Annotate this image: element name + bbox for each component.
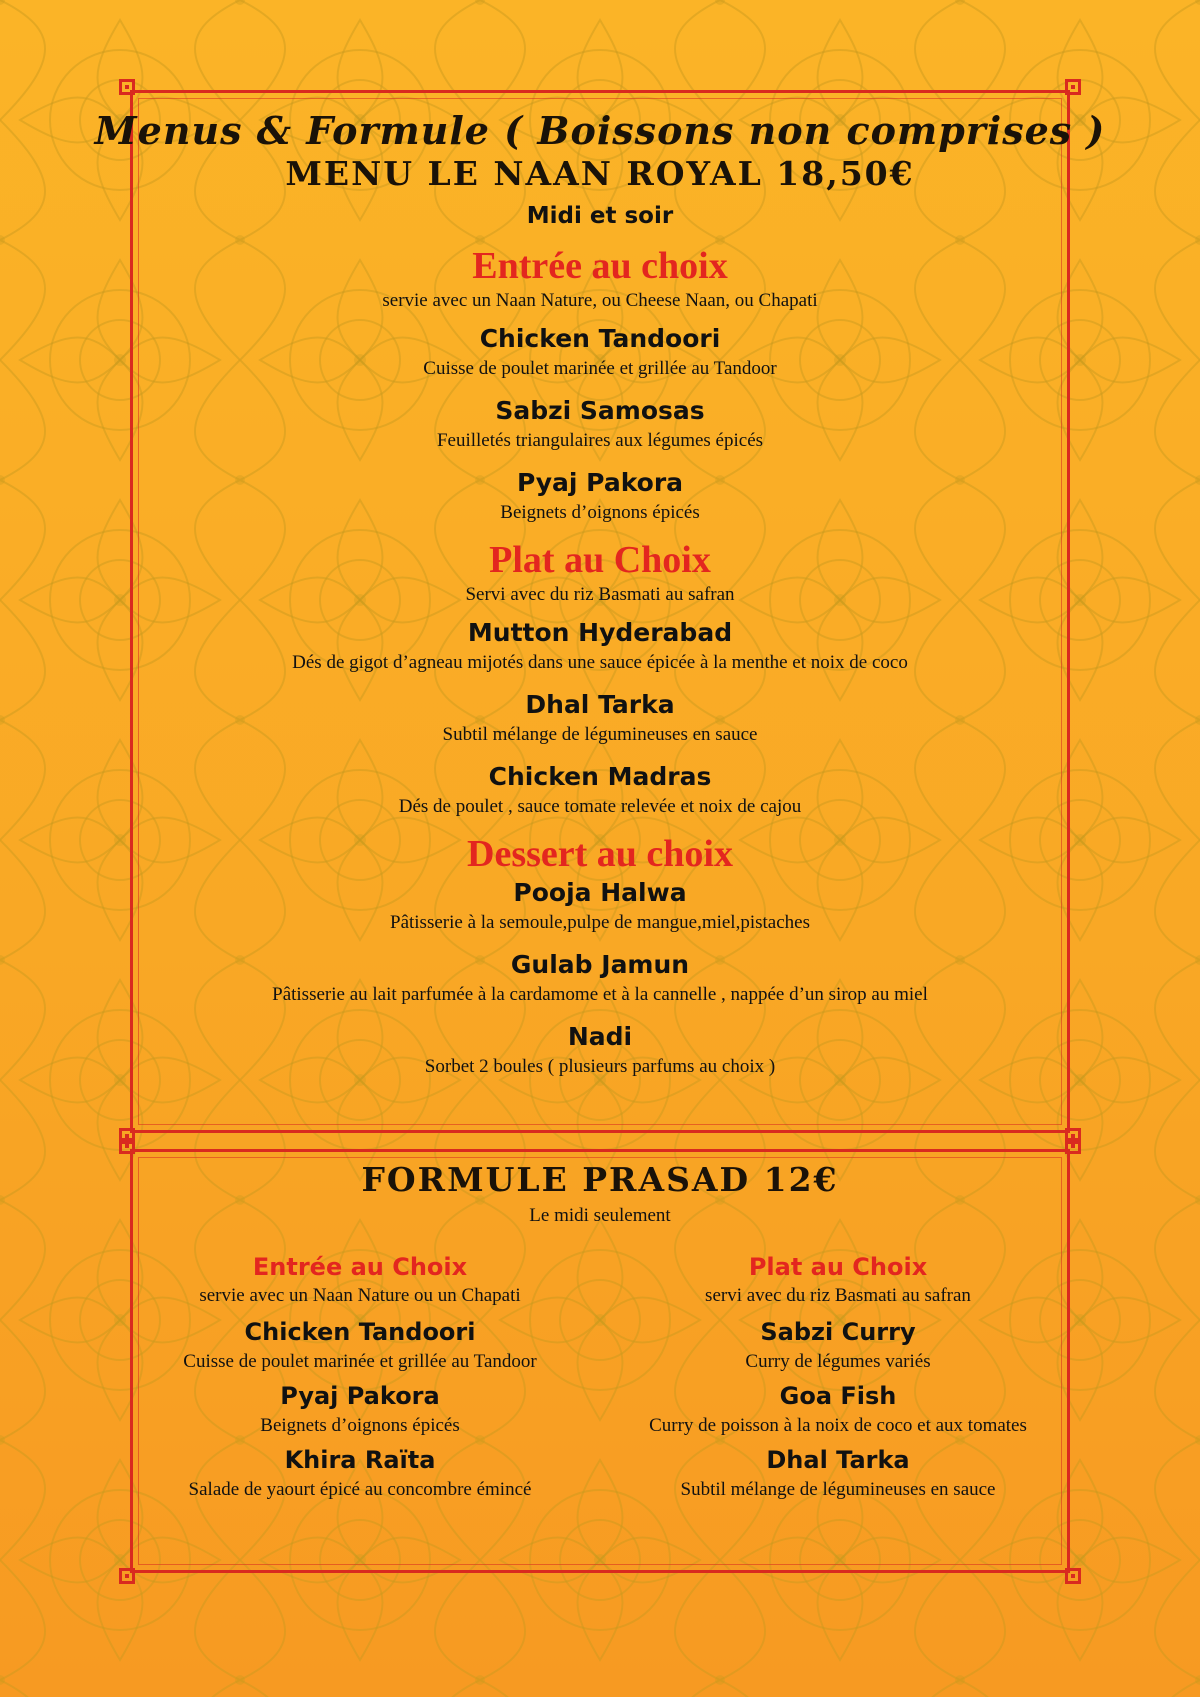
frame-corner-ornament [1065,1138,1081,1154]
page-title: Menus & Formule ( Boissons non comprises ) [94,108,1106,153]
dish-name: Goa Fish [779,1382,897,1410]
dish-description: Dés de gigot d’agneau mijotés dans une sauce épicée à la menthe et noix de coco [292,652,908,673]
dish-name: Sabzi Samosas [495,396,705,425]
dish-description: Curry de légumes variés [745,1351,931,1372]
entree-title: Entrée au choix [472,245,728,287]
dish-name: Sabzi Curry [760,1318,916,1346]
dish-description: Feuilletés triangulaires aux légumes épicés [436,430,764,451]
dish-name: Pyaj Pakora [280,1382,440,1410]
dessert-title: Dessert au choix [467,833,733,875]
formule-entree-title: Entrée au Choix [252,1253,468,1281]
formule-title: FORMULE PRASAD 12€ [361,1160,839,1199]
dish-name: Pooja Halwa [513,878,687,907]
menu-title: MENU LE NAAN ROYAL 18,50€ [285,154,915,193]
dish-description: Sorbet 2 boules ( plusieurs parfums au choix ) [424,1056,776,1077]
dish-description: Dés de poulet , sauce tomate relevée et noix de cajou [398,796,802,817]
plat-title: Plat au Choix [489,539,711,581]
dish-name: Gulab Jamun [510,950,690,979]
formule-plat-title: Plat au Choix [748,1253,928,1281]
formule-entree-note: servie avec un Naan Nature ou un Chapati [199,1285,521,1306]
dish-name: Pyaj Pakora [516,468,684,497]
dish-description: Subtil mélange de légumineuses en sauce [680,1479,996,1500]
plat-note: Servi avec du riz Basmati au safran [465,584,735,605]
dish-description: Salade de yaourt épicé au concombre émincé [188,1479,532,1500]
menu-time: Midi et soir [526,203,674,229]
dish-name: Mutton Hyderabad [467,618,733,647]
formule-columns [130,1251,1070,1551]
formule-plat-column [608,1251,1068,1507]
frame-corner-ornament [1065,79,1081,95]
frame-corner-ornament [1065,1568,1081,1584]
dish-name: Dhal Tarka [525,690,675,719]
dish-name: Nadi [567,1022,633,1051]
formule-entree-column [130,1251,590,1507]
dish-description: Subtil mélange de légumineuses en sauce [442,724,758,745]
dish-name: Khira Raïta [284,1446,436,1474]
formule-time: Le midi seulement [529,1205,671,1226]
dish-description: Beignets d’oignons épicés [500,502,700,523]
dish-description: Beignets d’oignons épicés [260,1415,460,1436]
formule-plat-note: servi avec du riz Basmati au safran [705,1285,971,1306]
dish-description: Curry de poisson à la noix de coco et aux tomates [649,1415,1027,1436]
formule-section [0,1157,1200,1500]
menu-section [0,108,1200,1092]
dish-name: Chicken Tandoori [479,324,721,353]
frame-corner-ornament [119,1568,135,1584]
dish-name: Dhal Tarka [766,1446,910,1474]
entree-note: servie avec un Naan Nature, ou Cheese Naan, ou Chapati [382,290,818,311]
dish-description: Pâtisserie au lait parfumée à la cardamome et à la cannelle , nappée d’un sirop au miel [272,984,928,1005]
dish-name: Chicken Madras [488,762,712,791]
dish-description: Cuisse de poulet marinée et grillée au Tandoor [183,1351,537,1372]
frame-corner-ornament [119,1138,135,1154]
frame-corner-ornament [119,79,135,95]
dish-name: Chicken Tandoori [244,1318,476,1346]
dish-description: Pâtisserie à la semoule,pulpe de mangue,miel,pistaches [390,912,810,933]
dish-description: Cuisse de poulet marinée et grillée au Tandoor [423,358,777,379]
